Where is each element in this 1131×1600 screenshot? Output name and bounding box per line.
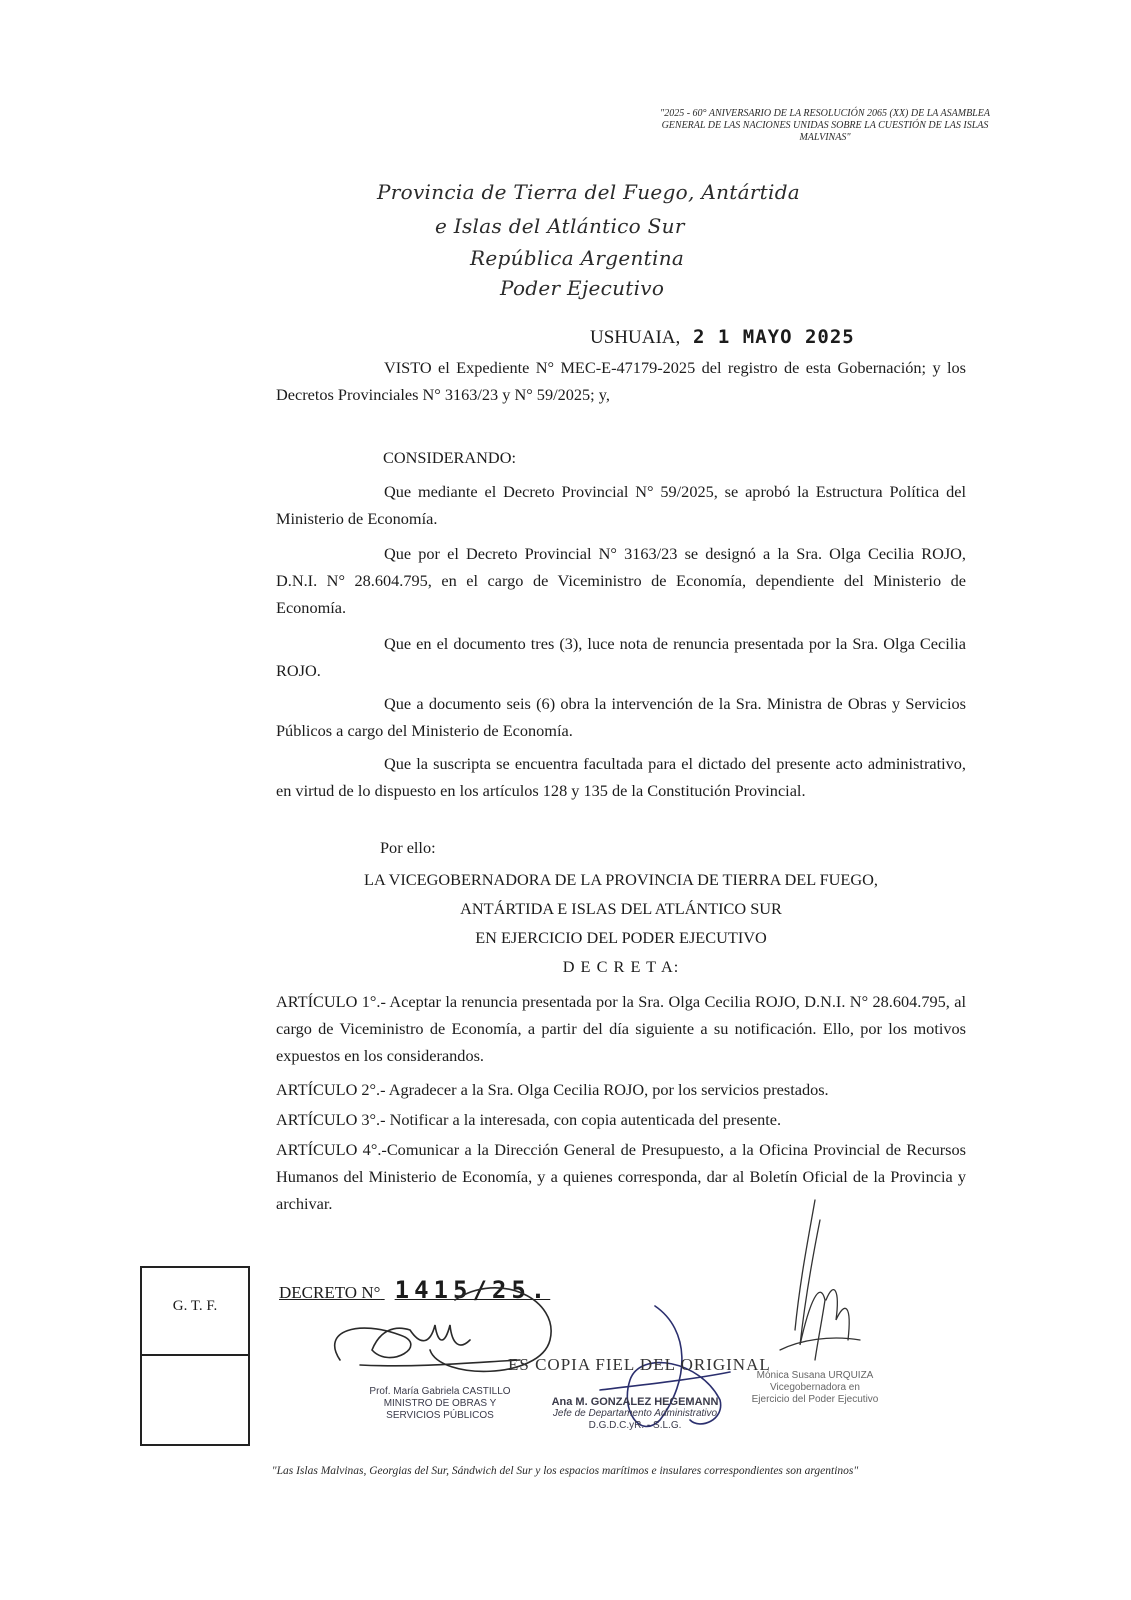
gtf-label: G. T. F. [172,1298,218,1314]
considerando-2: Que por el Decreto Provincial N° 3163/23 se designó a la Sra. Olga Cecilia ROJO, D.N.I. N° 28.604.795, en el cargo de Viceministro de Economía, dependiente del Ministerio de Economía. [276,544,966,617]
header-islands: e Islas del Atlántico Sur [435,214,685,238]
considerando-3: Que en el documento tres (3), luce nota de renuncia presentada por la Sra. Olga Cecilia ROJO. [276,634,966,680]
signatory-urquiza-name: Mónica Susana URQUIZA [756,1370,874,1381]
place: USHUAIA, [590,327,681,348]
signatory-urquiza [735,1370,895,1406]
signatory-urquiza-title-2: Ejercicio del Poder Ejecutivo [751,1394,879,1405]
header-province: Provincia de Tierra del Fuego, Antártida [377,180,801,204]
signatory-gonzalez-dept: D.G.D.C.yR. - S.L.G. [588,1420,682,1431]
decreta-heading: D E C R E T A: [562,957,680,976]
decreto-number: 1415/25. [394,1276,551,1304]
date-stamp: 2 1 MAYO 2025 [693,326,855,348]
decreto-label: DECRETO N° [279,1283,381,1302]
article-1: ARTÍCULO 1°.- Aceptar la renuncia presentada por la Sra. Olga Cecilia ROJO, D.N.I. N° 28.604.795, al cargo de Viceministro de Economía, a partir del día siguiente a su notificación. Ello, por los motivos expuestos en los considerandos. [276,992,966,1065]
considerando-label: CONSIDERANDO: [383,448,516,467]
signatory-gonzalez-title: Jefe de Departamento Administrativo [552,1408,718,1419]
signature-urquiza [780,1200,860,1360]
signatory-urquiza-title: Vicegobernadora en [770,1382,860,1393]
considerando-1: Que mediante el Decreto Provincial N° 59/2025, se aprobó la Estructura Política del Ministerio de Economía. [276,482,966,528]
copia-fiel-stamp: ES COPIA FIEL DEL ORIGINAL [508,1355,771,1374]
considerando-4: Que a documento seis (6) obra la intervención de la Sra. Ministra de Obras y Servicios Públicos a cargo del Ministerio de Economía. [276,694,966,740]
signatory-castillo [355,1386,525,1422]
authority-line-3: EN EJERCICIO DEL PODER EJECUTIVO [475,928,767,947]
por-ello: Por ello: [380,838,436,857]
header-power: Poder Ejecutivo [500,276,665,300]
anniversary-note: "2025 - 60° ANIVERSARIO DE LA RESOLUCIÓN 2065 (XX) DE LA ASAMBLEA GENERAL DE LAS NACIONES UNIDAS SOBRE LA CUESTIÓN DE LAS ISLAS MALVINAS" [660,108,990,143]
signatory-castillo-title: MINISTRO DE OBRAS Y [383,1398,497,1409]
signatory-gonzalez [525,1396,745,1432]
considerando-5: Que la suscripta se encuentra facultada para el dictado del presente acto administrativo, en virtud de lo dispuesto en los artículos 128 y 135 de la Constitución Provincial. [276,754,966,800]
signatory-gonzalez-name: Ana M. GONZALEZ HEGEMANN [551,1396,719,1408]
authority-line-2: ANTÁRTIDA E ISLAS DEL ATLÁNTICO SUR [460,899,782,918]
article-2: ARTÍCULO 2°.- Agradecer a la Sra. Olga Cecilia ROJO, por los servicios prestados. [276,1080,829,1099]
header-republic: República Argentina [470,246,685,270]
authority-line-1: LA VICEGOBERNADORA DE LA PROVINCIA DE TIERRA DEL FUEGO, [364,870,878,889]
signatory-castillo-name: Prof. María Gabriela CASTILLO [369,1386,511,1397]
article-3: ARTÍCULO 3°.- Notificar a la interesada, con copia autenticada del presente. [276,1110,782,1129]
signatory-castillo-title-2: SERVICIOS PÚBLICOS [386,1410,494,1421]
footer-malvinas-note: "Las Islas Malvinas, Georgias del Sur, Sándwich del Sur y los espacios marítimos e insulares correspondientes son argentinos" [271,1465,859,1477]
visto-paragraph: VISTO el Expediente N° MEC-E-47179-2025 del registro de esta Gobernación; y los Decretos Provinciales N° 3163/23 y N° 59/2025; y, [276,358,966,404]
article-4: ARTÍCULO 4°.-Comunicar a la Dirección General de Presupuesto, a la Oficina Provincial de Recursos Humanos del Ministerio de Economía, y a quienes corresponda, dar al Boletín Oficial de la Provincia y archivar. [276,1140,966,1213]
